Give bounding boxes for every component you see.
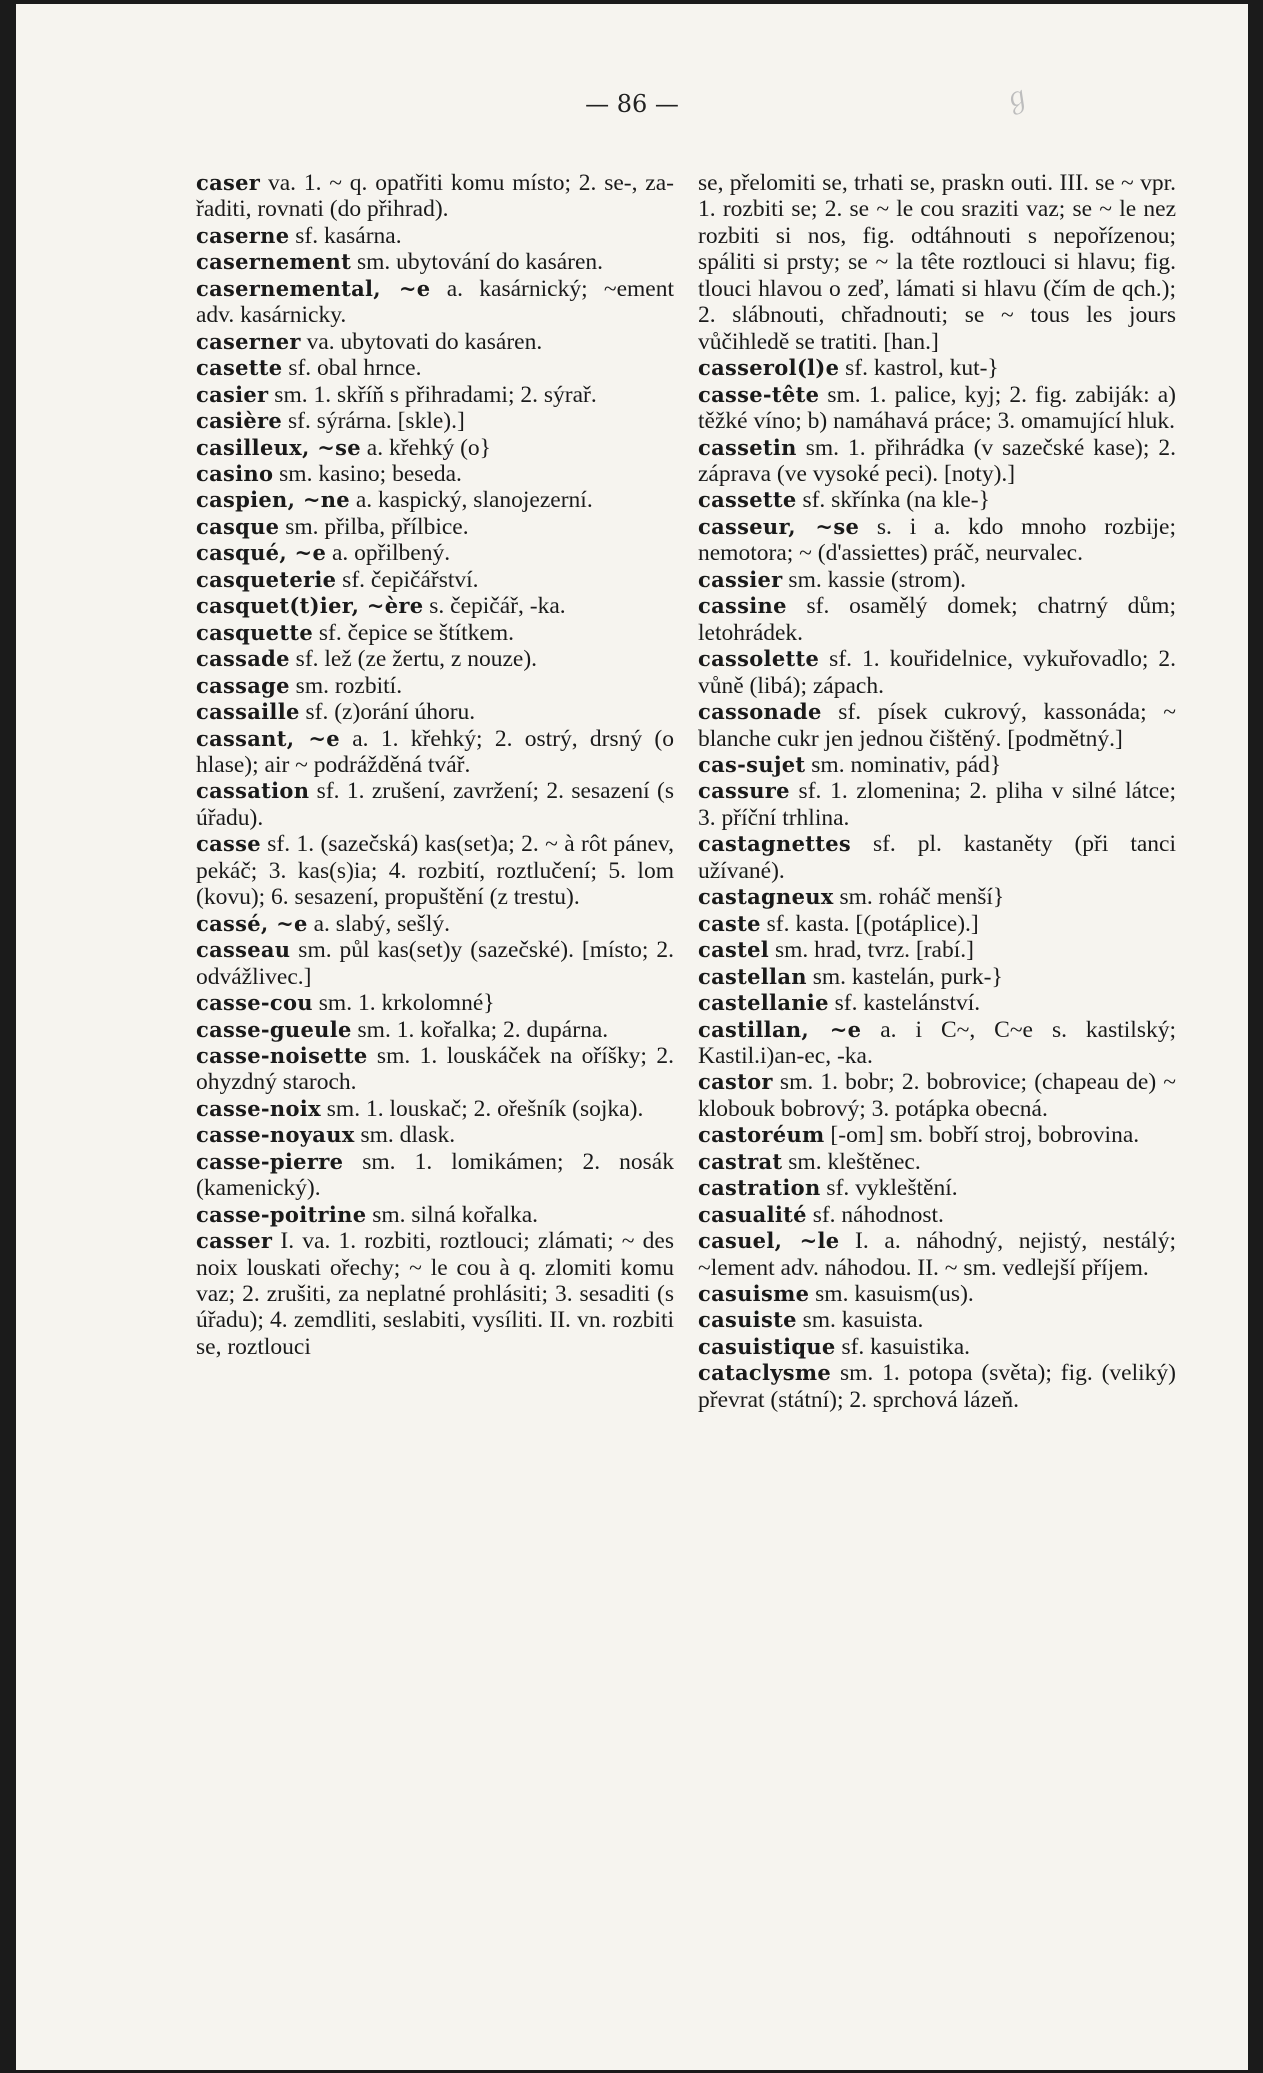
entry-definition: s. i a. kdo mnoho rozbije; nemotora; ~ (d'assiettes) práč, neurvalec. bbox=[698, 513, 1176, 567]
dictionary-entry bbox=[698, 1175, 1176, 1201]
entry-definition: sf. lež (ze žertu, z nouze). bbox=[289, 646, 538, 673]
dictionary-entry bbox=[698, 699, 1176, 752]
entry-headword: castagnettes bbox=[698, 831, 852, 857]
entry-headword: cassation bbox=[196, 778, 310, 804]
entry-headword: casqueterie bbox=[196, 566, 337, 592]
entry-headword: castor bbox=[698, 1069, 773, 1095]
entry-definition: sf. vykleštění. bbox=[820, 1175, 958, 1202]
entry-definition: va. 1. ~ q. opatřiti komu místo; 2. se-, za-řaditi, rovnati (do přihrad). bbox=[196, 170, 674, 223]
entry-headword: cataclysme bbox=[698, 1360, 832, 1386]
entry-headword: cassolette bbox=[698, 646, 820, 672]
entry-definition: sf. pl. kastaněty (při tanci užívané). bbox=[698, 831, 1176, 884]
entry-definition: sm. 1. lomikámen; 2. nosák (kamenický). bbox=[196, 1148, 674, 1202]
dictionary-entry bbox=[196, 170, 674, 223]
entry-definition: sm. kasino; beseda. bbox=[273, 460, 462, 487]
dictionary-entry bbox=[698, 1202, 1176, 1228]
entry-headword: cassure bbox=[698, 778, 790, 804]
entry-headword: cas-sujet bbox=[698, 751, 806, 777]
entry-definition: sm. kastelán, purk-} bbox=[806, 963, 1003, 990]
dictionary-entry bbox=[698, 567, 1176, 593]
entry-definition: sm. hrad, tvrz. [rabí.] bbox=[769, 937, 974, 964]
dictionary-entry bbox=[698, 1069, 1176, 1122]
entry-definition: sm. 1. potopa (světa); fig. (veliký) převrat (státní); 2. sprchová lázeň. bbox=[698, 1360, 1176, 1413]
dictionary-entry bbox=[196, 276, 674, 329]
entry-headword: cassette bbox=[698, 487, 797, 513]
entry-headword: casque bbox=[196, 513, 280, 539]
dictionary-entry bbox=[698, 435, 1176, 488]
dictionary-entry bbox=[698, 593, 1176, 646]
dictionary-entry bbox=[196, 355, 674, 381]
entry-headword: casse-gueule bbox=[196, 1016, 352, 1042]
dictionary-entry bbox=[698, 170, 1176, 355]
dictionary-entry bbox=[698, 1307, 1176, 1333]
entry-definition: sm. kasuism(us). bbox=[809, 1281, 974, 1308]
entry-headword: castillan, ~e bbox=[698, 1016, 862, 1042]
entry-headword: casse-poitrine bbox=[196, 1201, 367, 1227]
entry-definition: sf. (z)orání úhoru. bbox=[299, 699, 476, 726]
entry-definition: sf. náhodnost. bbox=[806, 1201, 944, 1228]
entry-headword: castagneux bbox=[698, 884, 834, 910]
entry-definition: sm. přilba, přílbice. bbox=[279, 513, 469, 540]
dictionary-entry bbox=[698, 1017, 1176, 1070]
entry-headword: casseur, ~se bbox=[698, 513, 860, 539]
dictionary-entry bbox=[698, 1281, 1176, 1307]
entry-headword: castellan bbox=[698, 963, 807, 989]
entry-definition: sm. kassie (strom). bbox=[782, 566, 966, 593]
dictionary-entry bbox=[196, 778, 674, 831]
entry-definition: sm. 1. bobr; 2. bobrovice; (chapeau de) ~ klobouk bobrový; 3. potápka obecná. bbox=[698, 1069, 1176, 1122]
dictionary-entry bbox=[698, 964, 1176, 990]
dictionary-entry bbox=[196, 1228, 674, 1360]
dictionary-entry bbox=[196, 673, 674, 699]
entry-headword: castration bbox=[698, 1175, 821, 1201]
entry-headword: caserne bbox=[196, 222, 290, 248]
entry-headword: casse-tête bbox=[698, 381, 820, 407]
entry-definition: sf. čepice se štítkem. bbox=[313, 619, 514, 646]
dictionary-entry bbox=[196, 1017, 674, 1043]
entry-definition: sm. roháč menší} bbox=[833, 884, 1005, 911]
entry-definition: a. křehký (o} bbox=[360, 434, 491, 461]
entry-definition: sm. kasuista. bbox=[796, 1307, 924, 1334]
dictionary-entry bbox=[196, 461, 674, 487]
entry-definition: sm. 1. přihrádka (v sazečské kase); 2. záprava (ve vysoké peci). [noty).] bbox=[698, 434, 1176, 487]
dictionary-entry bbox=[196, 249, 674, 275]
entry-definition: sm. silná kořalka. bbox=[366, 1201, 539, 1228]
entry-definition: sm. kleštěnec. bbox=[782, 1148, 921, 1175]
dictionary-entry bbox=[698, 1149, 1176, 1175]
dictionary-entry bbox=[196, 990, 674, 1016]
entry-headword: casse-noyaux bbox=[196, 1122, 355, 1148]
entry-definition: sf. skřínka (na kle-} bbox=[796, 487, 990, 514]
entry-definition: sf. osamělý domek; chatrný dům; letohrádek. bbox=[698, 593, 1176, 646]
entry-definition: I. a. náhodný, nejistý, nestálý; ~lement adv. náhodou. II. ~ sm. vedlejší příjem. bbox=[698, 1228, 1176, 1281]
dictionary-entry bbox=[698, 831, 1176, 884]
dictionary-entry bbox=[698, 514, 1176, 567]
dictionary-entry bbox=[698, 778, 1176, 831]
dictionary-entry bbox=[196, 487, 674, 513]
entry-definition: va. ubytovati do kasáren. bbox=[300, 328, 543, 355]
dictionary-entry bbox=[196, 1122, 674, 1148]
entry-definition: a. i C~, C~e s. kastilský; Kastil.i)an-ec, -ka. bbox=[698, 1016, 1176, 1069]
entry-definition: a. kasárnický; ~ement adv. kasárnicky. bbox=[196, 275, 674, 329]
entry-definition: sf. 1. zrušení, zavržení; 2. sesazení (s úřadu). bbox=[196, 778, 674, 831]
entry-definition: sf. sýrárna. [skle).] bbox=[282, 408, 465, 435]
entry-headword: castrat bbox=[698, 1148, 783, 1174]
entry-headword: castel bbox=[698, 937, 770, 963]
dictionary-entry bbox=[698, 1122, 1176, 1148]
entry-headword: casqué, ~e bbox=[196, 540, 327, 566]
dictionary-entry bbox=[196, 937, 674, 990]
entry-headword: casernement bbox=[196, 249, 352, 275]
entry-definition: I. va. 1. rozbiti, roztlouci; zlámati; ~ des noix louskati ořechy; ~ le cou à q. zlomiti komu vaz; 2. zrušiti, za neplatné prohlásiti; 3. sesaditi (s úřadu); 4. zemdliti, seslabiti, vysíliti. II. vn. rozbiti se, roztlouci bbox=[196, 1228, 674, 1360]
dictionary-entry bbox=[196, 540, 674, 566]
dictionary-entry bbox=[196, 593, 674, 619]
entry-headword: cassant, ~e bbox=[196, 725, 340, 751]
entry-headword: cassonade bbox=[698, 699, 822, 725]
entry-headword: caserner bbox=[196, 328, 301, 354]
entry-definition: sf. kasta. [(potáplice).] bbox=[760, 910, 979, 937]
entry-headword: casse-noix bbox=[196, 1095, 321, 1121]
right-column bbox=[698, 170, 1176, 1413]
entry-definition: sm. 1. louskáček na oříšky; 2. ohyzdný staroch. bbox=[196, 1042, 674, 1096]
dictionary-entry bbox=[196, 1149, 674, 1202]
entry-headword: casernemental, ~e bbox=[196, 275, 431, 301]
entry-definition: sm. dlask. bbox=[354, 1122, 456, 1149]
dictionary-entry bbox=[196, 567, 674, 593]
entry-headword: cassetin bbox=[698, 434, 797, 460]
entry-headword: casuel, ~le bbox=[698, 1228, 840, 1254]
entry-headword: casserol(l)e bbox=[698, 355, 840, 381]
entry-headword: casualité bbox=[698, 1201, 807, 1227]
dictionary-entry bbox=[196, 1043, 674, 1096]
entry-definition: sf. 1. (sazečská) kas(set)a; 2. ~ à rôt pánev, pekáč; 3. kas(s)ia; 4. rozbití, roztlučení; 5. lom (kovu); 6. sesazení, propuštění (z trestu). bbox=[196, 831, 674, 911]
dictionary-entry bbox=[196, 699, 674, 725]
entry-headword: cassine bbox=[698, 593, 787, 619]
entry-definition: sf. kasárna. bbox=[289, 222, 402, 249]
entry-headword: casse-noisette bbox=[196, 1042, 368, 1068]
entry-headword: cassage bbox=[196, 672, 290, 698]
dictionary-entry bbox=[196, 408, 674, 434]
entry-headword: casilleux, ~se bbox=[196, 434, 361, 460]
page-number: — 86 — bbox=[585, 90, 679, 118]
entry-definition: sm. půl kas(set)y (sazečské). [místo; 2. odvážlivec.] bbox=[196, 937, 674, 990]
entry-definition: sm. rozbití. bbox=[289, 672, 403, 699]
entry-headword: castoréum bbox=[698, 1122, 825, 1148]
entry-headword: casquet(t)ier, ~ère bbox=[196, 593, 424, 619]
entry-headword: cassaille bbox=[196, 699, 300, 725]
entry-headword: casino bbox=[196, 460, 274, 486]
entry-definition: sf. písek cukrový, kassonáda; ~ blanche cukr jen jednou čištěný. [podmětný.] bbox=[698, 699, 1176, 752]
entry-headword: caste bbox=[698, 910, 761, 936]
entry-definition: sm. ubytování do kasáren. bbox=[351, 249, 604, 276]
dictionary-entry bbox=[196, 646, 674, 672]
entry-headword: casette bbox=[196, 355, 283, 381]
dictionary-entry bbox=[698, 355, 1176, 381]
entry-headword: casière bbox=[196, 408, 283, 434]
entry-definition: a. slabý, sešlý. bbox=[307, 910, 450, 937]
entry-definition: [-om] sm. bobří stroj, bobrovina. bbox=[824, 1122, 1140, 1149]
entry-definition: sf. kastrol, kut-} bbox=[839, 355, 999, 382]
dictionary-entry bbox=[698, 382, 1176, 435]
entry-headword: caser bbox=[196, 170, 261, 195]
entry-definition: s. čepičář, -ka. bbox=[423, 593, 566, 620]
dictionary-entry bbox=[196, 329, 674, 355]
entry-headword: casse-cou bbox=[196, 990, 313, 1016]
dictionary-entry bbox=[698, 752, 1176, 778]
entry-headword: cassade bbox=[196, 646, 290, 672]
entry-definition: sf. čepičářství. bbox=[336, 566, 479, 593]
dictionary-entry bbox=[196, 1202, 674, 1228]
entry-headword: cassier bbox=[698, 566, 783, 592]
entry-definition: se, přelomiti se, trhati se, praskn outi. III. se ~ vpr. 1. rozbiti se; 2. se ~ le cou sraziti vaz; se ~ le nez rozbiti si nos, fig. odtáhnouti s nepořízenou; spáliti si prsty; se ~ la tête roztlouci si hlavu; fig. tlouci hlavou o zeď, lámati si hlavu (čím de qch.); 2. slábnouti, chřadnouti; se ~ tous les jours vůčihledě se tratiti. [han.] bbox=[698, 170, 1176, 355]
entry-definition: sf. kasuistika. bbox=[835, 1333, 971, 1360]
dictionary-entry bbox=[196, 435, 674, 461]
dictionary-entry bbox=[196, 382, 674, 408]
entry-definition: sf. obal hrnce. bbox=[282, 355, 422, 382]
dictionary-entry bbox=[698, 1360, 1176, 1413]
dictionary-entry bbox=[196, 911, 674, 937]
entry-definition: sf. 1. kouřidelnice, vykuřovadlo; 2. vůně (libá); zápach. bbox=[698, 646, 1176, 699]
dictionary-entry bbox=[698, 487, 1176, 513]
entry-headword: casse-pierre bbox=[196, 1148, 344, 1174]
dictionary-entry bbox=[698, 990, 1176, 1016]
entry-headword: casier bbox=[196, 381, 269, 407]
entry-headword: cassé, ~e bbox=[196, 910, 308, 936]
dictionary-entry bbox=[196, 831, 674, 910]
dictionary-entry bbox=[196, 514, 674, 540]
entry-definition: sf. kastelánství. bbox=[828, 990, 981, 1017]
entry-definition: a. 1. křehký; 2. ostrý, drsný (o hlase); air ~ podrážděná tvář. bbox=[196, 725, 674, 778]
entry-definition: sm. nominativ, pád} bbox=[805, 751, 1002, 778]
entry-definition: sf. 1. zlomenina; 2. pliha v silné látce; 3. příční trhlina. bbox=[698, 778, 1176, 831]
entry-headword: casuiste bbox=[698, 1307, 797, 1333]
dictionary-entry bbox=[196, 620, 674, 646]
dictionary-entry bbox=[698, 1334, 1176, 1360]
dictionary-entry bbox=[196, 726, 674, 779]
entry-headword: casser bbox=[196, 1228, 273, 1254]
entry-headword: caspien, ~ne bbox=[196, 487, 350, 513]
entry-headword: casse bbox=[196, 831, 261, 857]
entry-headword: casseau bbox=[196, 937, 291, 963]
page-corner-mark: ℊ bbox=[997, 77, 1036, 118]
left-column bbox=[196, 170, 674, 1360]
entry-headword: casquette bbox=[196, 619, 313, 645]
entry-definition: sm. 1. kořalka; 2. dupárna. bbox=[351, 1016, 609, 1043]
dictionary-entry bbox=[698, 937, 1176, 963]
dictionary-page bbox=[16, 4, 1248, 2070]
dictionary-entry bbox=[698, 884, 1176, 910]
dictionary-entry bbox=[698, 646, 1176, 699]
entry-definition: sm. 1. louskač; 2. ořešník (sojka). bbox=[320, 1095, 644, 1122]
entry-definition: a. opřilbený. bbox=[326, 540, 451, 567]
dictionary-entry bbox=[698, 911, 1176, 937]
entry-headword: casuisme bbox=[698, 1281, 810, 1307]
dictionary-entry bbox=[196, 223, 674, 249]
entry-definition: sm. 1. krkolomné} bbox=[312, 990, 495, 1017]
entry-definition: a. kaspický, slanojezerní. bbox=[349, 487, 593, 514]
entry-headword: casuistique bbox=[698, 1333, 836, 1359]
entry-headword: castellanie bbox=[698, 990, 829, 1016]
entry-definition: sm. 1. palice, kyj; 2. fig. zabiják: a) těžké víno; b) namáhavá práce; 3. omamující hluk. bbox=[698, 381, 1176, 435]
entry-definition: sm. 1. skříň s přihradami; 2. sýrař. bbox=[268, 381, 597, 408]
dictionary-entry bbox=[196, 1096, 674, 1122]
dictionary-entry bbox=[698, 1228, 1176, 1281]
